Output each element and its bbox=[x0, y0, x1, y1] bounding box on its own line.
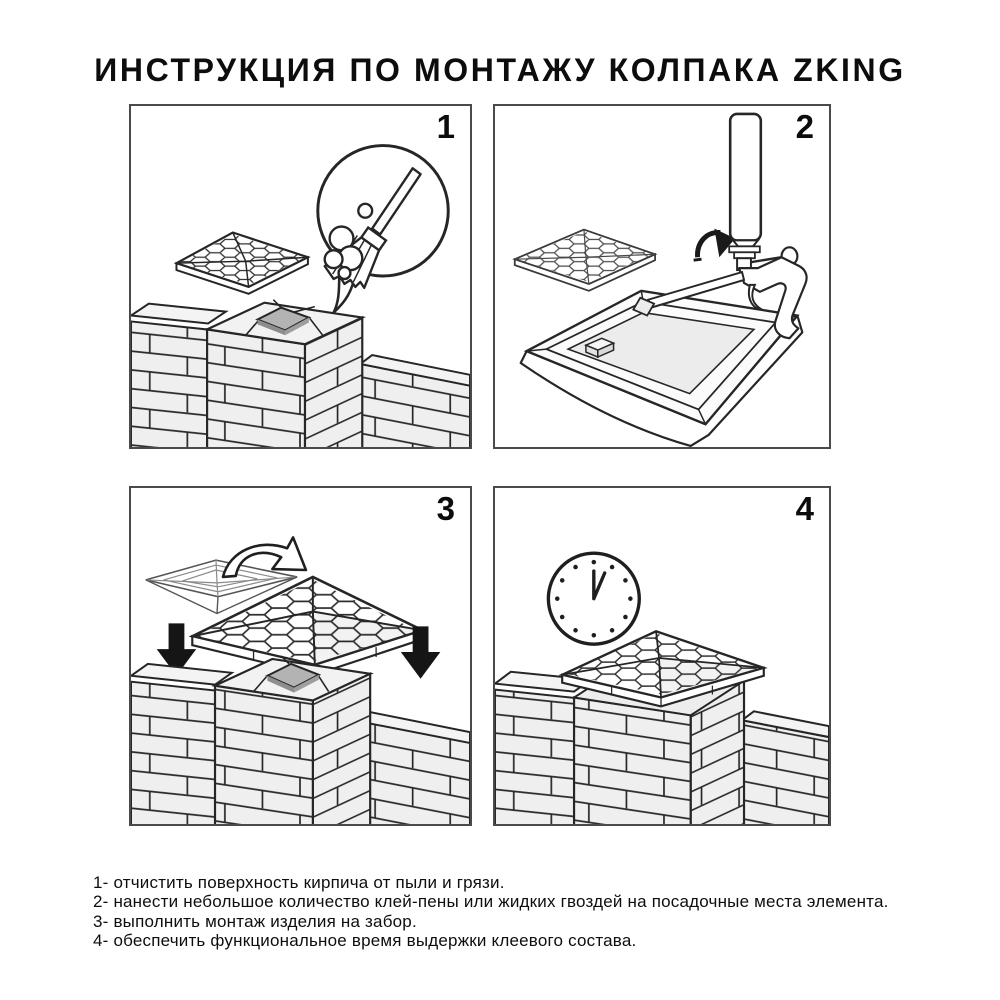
instruction-line-1: 1- отчистить поверхность кирпича от пыли и грязи. bbox=[93, 873, 505, 892]
brick-pillar bbox=[207, 300, 362, 447]
step-panel-2 bbox=[493, 104, 831, 449]
instruction-line-4: 4- обеспечить функциональное время выдержки клеевого состава. bbox=[93, 931, 637, 951]
step-number: 3 bbox=[436, 490, 455, 527]
flip-arrow-icon bbox=[694, 229, 736, 261]
brick-wall-right bbox=[742, 711, 829, 824]
instruction-line-3: 3- выполнить монтаж изделия на забор. bbox=[93, 911, 417, 931]
step-panel-4 bbox=[493, 486, 831, 826]
cap-illustration bbox=[171, 223, 319, 297]
step-number: 1 bbox=[436, 108, 455, 145]
page-title: ИНСТРУКЦИЯ ПО МОНТАЖУ КОЛПАКА ZKING bbox=[94, 52, 906, 89]
step-number: 2 bbox=[795, 108, 814, 145]
speech-bubble bbox=[318, 146, 448, 313]
brick-wall-right bbox=[360, 355, 470, 447]
instruction-line-2: 2- нанести небольшое количество клей-пены или жидких гвоздей на посадочные места элемента. bbox=[93, 892, 889, 912]
cap-small-illustration bbox=[510, 223, 663, 292]
step-2-illustration bbox=[495, 106, 829, 447]
step-number: 4 bbox=[795, 490, 814, 527]
brick-wall-right bbox=[358, 712, 470, 824]
instruction-list bbox=[93, 873, 889, 951]
upturned-cap-illustration bbox=[521, 291, 803, 446]
step-4-illustration bbox=[495, 488, 829, 824]
brick-pillar bbox=[215, 656, 370, 824]
step-3-illustration bbox=[131, 488, 470, 824]
clock-icon bbox=[548, 553, 639, 644]
step-1-illustration bbox=[131, 106, 470, 447]
step-panel-3 bbox=[129, 486, 472, 826]
step-panel-1 bbox=[129, 104, 472, 449]
